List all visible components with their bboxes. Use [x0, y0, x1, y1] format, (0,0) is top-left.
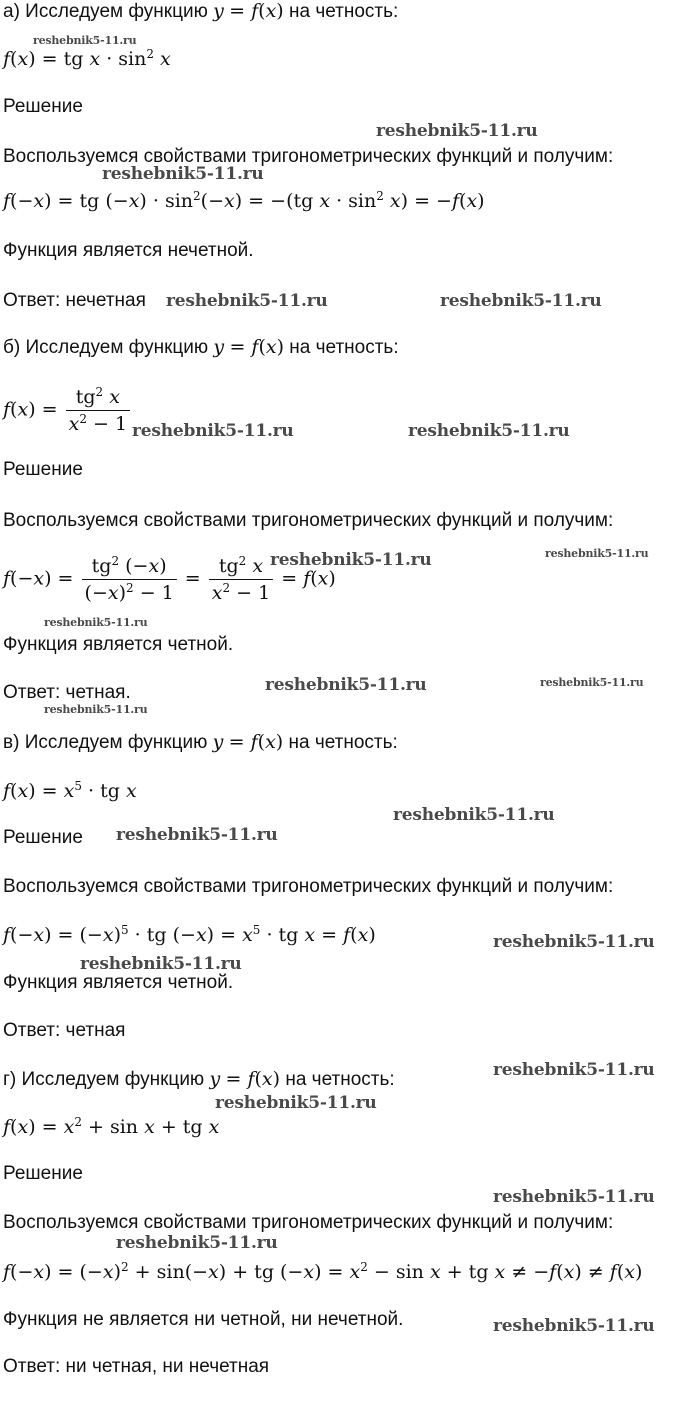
part-d-heading: г) Исследуем функцию y = f(x) на четность: — [3, 1068, 395, 1090]
watermark: reshebnik5-11.ru — [493, 932, 655, 952]
watermark: reshebnik5-11.ru — [265, 675, 427, 695]
part-d-function: $f(x) = x^2 + \sin x$ + tg x — [3, 1115, 220, 1138]
watermark: reshebnik5-11.ru — [493, 1316, 655, 1336]
part-c-conclusion: Функция является четной. — [3, 972, 234, 993]
fraction: $\frac{tg^2 x}{x^2 - 1}$ — [66, 386, 130, 435]
watermark: reshebnik5-11.ru — [44, 703, 148, 716]
part-d-derivation: $f(-x) = (-x)^2 + \sin(-x)$ + tg $(-x) = x^2 - \sin x$ + tg x ≠ −f(x) ≠ f(x) — [3, 1260, 643, 1283]
watermark: reshebnik5-11.ru — [540, 676, 644, 689]
part-a-heading: а) Исследуем функцию y = f(x) на четность: — [3, 0, 399, 22]
watermark: reshebnik5-11.ru — [116, 1233, 278, 1253]
part-a-solution-label: Решение — [3, 96, 83, 117]
part-c-intro: Воспользуемся свойствами тригонометрических функций и получим: — [3, 876, 614, 897]
part-b-intro: Воспользуемся свойствами тригонометрических функций и получим: — [3, 510, 614, 531]
watermark: reshebnik5-11.ru — [44, 616, 148, 629]
part-b-answer: Ответ: четная. — [3, 682, 131, 703]
watermark: reshebnik5-11.ru — [166, 291, 328, 311]
part-b-solution-label: Решение — [3, 459, 83, 480]
watermark: reshebnik5-11.ru — [493, 1060, 655, 1080]
part-d-conclusion: Функция не является ни четной, ни нечетной. — [3, 1309, 404, 1330]
fraction: $\frac{tg^2 (-x)}{(-x)^2 - 1}$ — [82, 555, 177, 604]
watermark: reshebnik5-11.ru — [215, 1093, 377, 1113]
part-c-function: $f(x) = x^5$ · tg x — [3, 779, 137, 802]
watermark: reshebnik5-11.ru — [116, 825, 278, 845]
watermark: reshebnik5-11.ru — [33, 34, 137, 47]
part-a-function: f(x) = tg $x \cdot \sin^2 x$ — [3, 47, 171, 70]
part-b-conclusion: Функция является четной. — [3, 634, 234, 655]
part-b-derivation: f(−x) = $\frac{tg^2 (-x)}{(-x)^2 - 1}$ = $\frac{tg^2 x}{x^2 - 1}$ = f(x) — [3, 554, 336, 604]
watermark: reshebnik5-11.ru — [545, 547, 649, 560]
fraction: $\frac{tg^2 x}{x^2 - 1}$ — [209, 555, 273, 604]
watermark: reshebnik5-11.ru — [408, 421, 570, 441]
part-d-solution-label: Решение — [3, 1163, 83, 1184]
watermark: reshebnik5-11.ru — [80, 954, 242, 974]
watermark: reshebnik5-11.ru — [393, 805, 555, 825]
part-c-answer: Ответ: четная — [3, 1020, 126, 1041]
part-a-conclusion: Функция является нечетной. — [3, 240, 254, 261]
part-b-function: f(x) = $\frac{tg^2 x}{x^2 - 1}$ — [3, 386, 132, 435]
part-a-answer: Ответ: нечетная — [3, 290, 146, 311]
part-a-intro: Воспользуемся свойствами тригонометрических функций и получим: — [3, 146, 614, 167]
watermark: reshebnik5-11.ru — [102, 164, 264, 184]
watermark: reshebnik5-11.ru — [132, 421, 294, 441]
part-c-heading: в) Исследуем функцию y = f(x) на четность: — [3, 731, 398, 753]
part-c-derivation: $f(-x) = (-x)^5$ · tg $(-x) = x^5$ · tg x = f(x) — [3, 923, 376, 946]
watermark: reshebnik5-11.ru — [376, 121, 538, 141]
watermark: reshebnik5-11.ru — [270, 550, 432, 570]
part-b-heading: б) Исследуем функцию y = f(x) на четность: — [3, 336, 399, 358]
watermark: reshebnik5-11.ru — [493, 1187, 655, 1207]
part-c-solution-label: Решение — [3, 827, 83, 848]
watermark: reshebnik5-11.ru — [440, 291, 602, 311]
part-a-derivation: f(−x) = tg $(-x) \cdot \sin^2(-x) = -(tg$ $x \cdot \sin^2 x) = -f(x)$ — [3, 189, 485, 212]
part-d-answer: Ответ: ни четная, ни нечетная — [3, 1356, 270, 1377]
part-d-intro: Воспользуемся свойствами тригонометрических функций и получим: — [3, 1212, 614, 1233]
